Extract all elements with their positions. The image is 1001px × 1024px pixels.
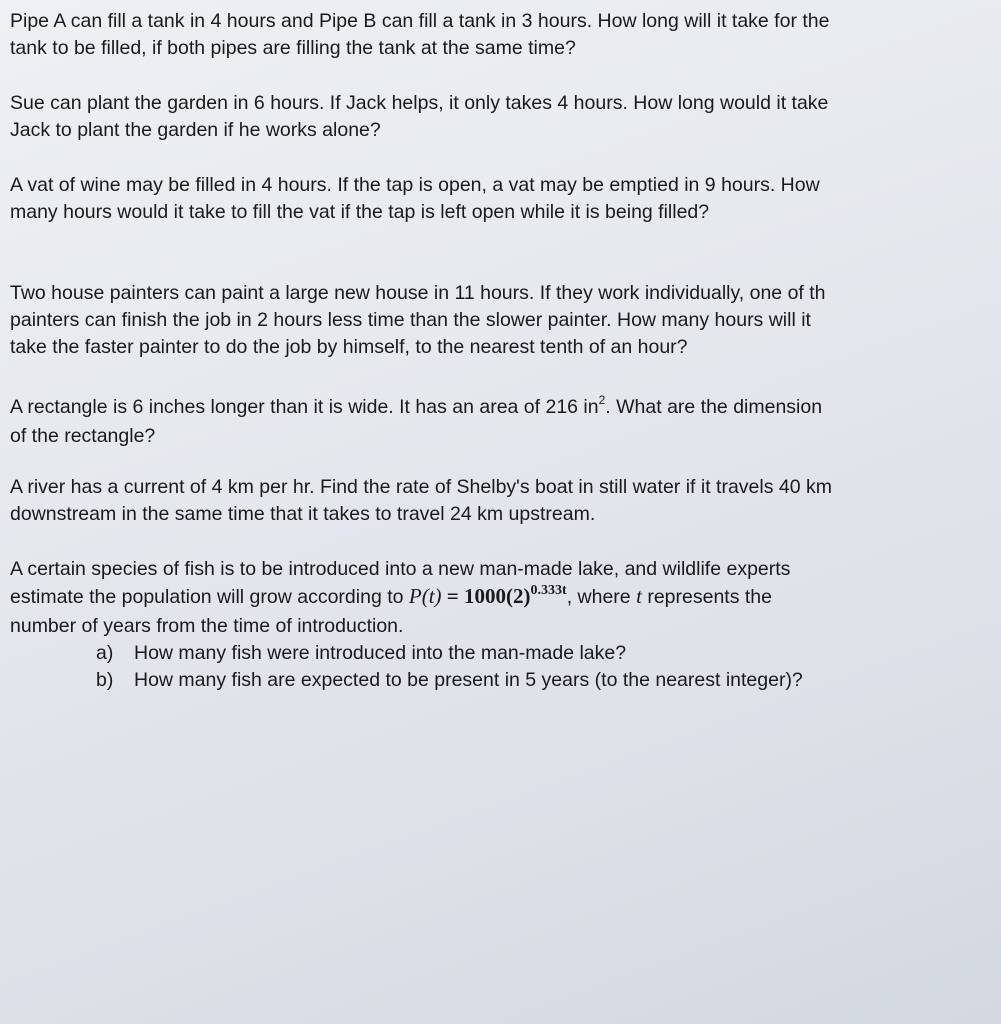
problem-house-painters <box>10 280 1000 361</box>
sub-question-marker: a) <box>96 642 114 664</box>
problem-line: Sue can plant the garden in 6 hours. If Jack helps, it only takes 4 hours. How long would it take <box>10 92 829 114</box>
problem-garden <box>10 90 1000 144</box>
problem-line: many hours would it take to fill the vat if the tap is left open while it is being filled? <box>10 201 710 223</box>
formula-equals: = <box>441 584 465 608</box>
problem-line: Two house painters can paint a large new house in 11 hours. If they work individually, one of th <box>10 282 826 304</box>
problem-line <box>10 394 1000 423</box>
exponent: 2 <box>598 394 606 407</box>
problem-line: A river has a current of 4 km per hr. Find the rate of Shelby's boat in still water if it travels 40 km <box>10 476 832 498</box>
sub-question-a <box>96 640 1000 667</box>
problem-line: Pipe A can fill a tank in 4 hours and Pipe B can fill a tank in 3 hours. How long will it take for the <box>10 10 830 32</box>
problem-line: number of years from the time of introduction. <box>10 615 404 637</box>
variable-t: t <box>636 584 642 608</box>
problem-line <box>10 583 1000 613</box>
problem-line: of the rectangle? <box>10 425 156 447</box>
rectangle-text-start: A rectangle is 6 inches longer than it is wide. It has an area of 216 in <box>10 396 599 418</box>
formula-exponent: 0.333t <box>530 583 567 598</box>
problem-line: A vat of wine may be filled in 4 hours. If the tap is open, a vat may be emptied in 9 hours. How <box>10 174 820 196</box>
problem-line: downstream in the same time that it takes to travel 24 km upstream. <box>10 503 596 525</box>
problem-line: take the faster painter to do the job by himself, to the nearest tenth of an hour? <box>10 336 688 358</box>
problem-line: A certain species of fish is to be introduced into a new man-made lake, and wildlife experts <box>10 558 791 580</box>
problem-wine-vat <box>10 172 1000 226</box>
problem-river-current <box>10 474 1000 528</box>
formula-tail-text: represents the <box>641 586 772 608</box>
formula-rhs: 1000(2) <box>464 584 531 608</box>
problem-line: tank to be filled, if both pipes are filling the tank at the same time? <box>10 37 576 59</box>
sub-question-text: How many fish were introduced into the man-made lake? <box>134 642 627 664</box>
rectangle-text-end: . What are the dimension <box>605 396 823 418</box>
sub-question-b <box>96 667 1000 694</box>
sub-question-marker: b) <box>96 669 114 691</box>
problem-line: painters can finish the job in 2 hours less time than the slower painter. How many hours will it <box>10 309 811 331</box>
formula-lead-text: estimate the population will grow according to <box>10 586 409 608</box>
sub-question-text: How many fish are expected to be present in 5 years (to the nearest integer)? <box>134 669 803 691</box>
problem-fish-population <box>10 556 1000 694</box>
problem-pipes <box>10 8 1000 62</box>
formula-mid-text: , where <box>566 586 637 608</box>
problem-rectangle <box>10 394 1000 450</box>
formula-lhs: P(t) <box>408 584 442 608</box>
problem-line: Jack to plant the garden if he works alone? <box>10 119 381 141</box>
sub-question-list <box>10 640 1000 694</box>
